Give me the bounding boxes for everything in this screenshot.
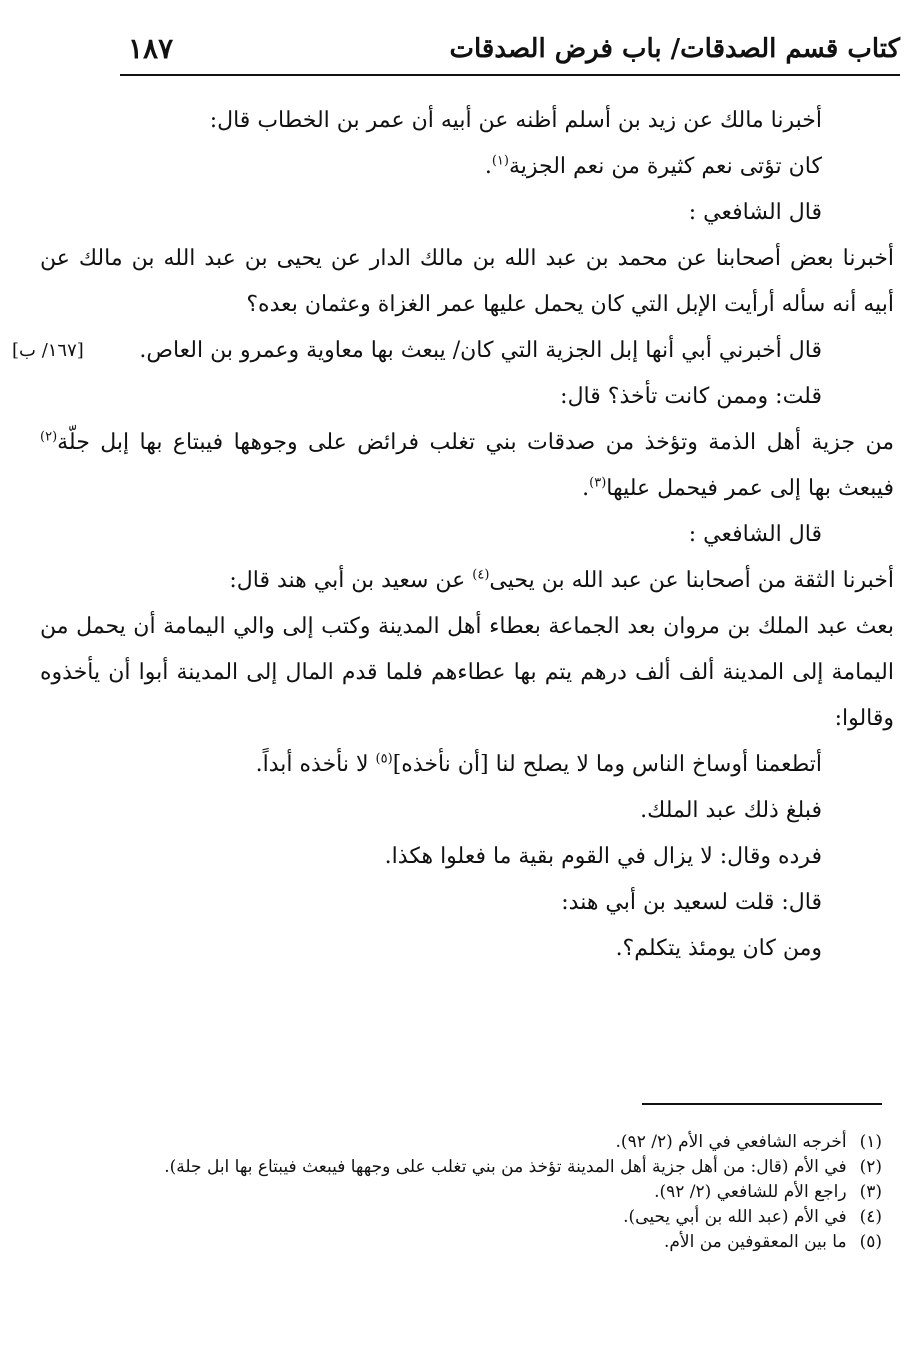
footnote-marker: (٣) — [589, 475, 607, 491]
footnote — [40, 1230, 882, 1255]
footnote-marker: (١) — [491, 153, 509, 169]
paragraph — [40, 880, 822, 926]
paragraph — [40, 558, 894, 604]
footnote-number: (١) — [859, 1132, 882, 1152]
paragraph-text: قال الشافعي : — [688, 200, 822, 225]
paragraph-text: . — [484, 154, 492, 179]
main-text — [12, 98, 894, 972]
paragraph-text: أخبرنا بعض أصحابنا عن محمد بن عبد الله بن مالك الدار عن يحيى بن عبد الله بن مالك عن أبيه أنه سأله أرأيت الإبل التي كان يحمل عليها عمر الغزاة وعثمان بعده؟ — [40, 246, 894, 317]
paragraph-text: من جزية أهل الذمة وتؤخذ من صدقات بني تغلب فرائض على وجوهها فيبتاع بها إبل جلّة — [57, 430, 894, 455]
footnote — [40, 1130, 882, 1155]
footnote-text: أخرجه الشافعي في الأم (٢/ ٩٢). — [615, 1132, 847, 1152]
paragraph-text: لا نأخذه أبداً. — [255, 752, 376, 777]
paragraph-text: فرده وقال: لا يزال في القوم بقية ما فعلوا هكذا. — [384, 844, 822, 869]
footnote — [40, 1155, 882, 1180]
running-header — [120, 30, 900, 76]
paragraph-text: قلت: وممن كانت تأخذ؟ قال: — [560, 384, 822, 409]
manuscript-folio-marker: [١٦٧/ ب] — [12, 340, 84, 361]
footnote-marker: (٥) — [375, 751, 393, 767]
paragraph — [40, 236, 894, 328]
footnote — [40, 1205, 882, 1230]
paragraph — [40, 420, 894, 512]
footnotes — [40, 1130, 882, 1255]
paragraph — [40, 788, 822, 834]
paragraph — [40, 512, 822, 558]
paragraph-text: . — [582, 476, 590, 501]
footnote — [40, 1180, 882, 1205]
paragraph-text: عن سعيد بن أبي هند قال: — [229, 568, 473, 593]
paragraph — [40, 98, 822, 144]
paragraph — [40, 742, 822, 788]
footnote-separator — [642, 1103, 882, 1105]
paragraph-text: فيبعث بها إلى عمر فيحمل عليها — [606, 476, 894, 501]
footnote-marker: (٢) — [40, 429, 58, 445]
page-number: ١٨٧ — [128, 32, 174, 65]
footnote-text: ما بين المعقوفين من الأم. — [663, 1232, 847, 1252]
footnote-number: (٣) — [859, 1182, 882, 1202]
paragraph-text: قال أخبرني أبي أنها إبل الجزية التي كان/ يبعث بها معاوية وعمرو بن العاص. — [139, 338, 822, 363]
footnote-number: (٢) — [859, 1157, 882, 1177]
paragraph — [40, 374, 822, 420]
footnote-number: (٤) — [859, 1207, 882, 1227]
paragraph-text: قال: قلت لسعيد بن أبي هند: — [561, 890, 822, 915]
footnote-text: راجع الأم للشافعي (٢/ ٩٢). — [654, 1182, 847, 1202]
footnote-text: في الأم (قال: من أهل جزية أهل المدينة تؤخذ من بني تغلب على وجهها فيبعث فيبتاع بها ابل جلة). — [164, 1157, 847, 1177]
footnote-number: (٥) — [859, 1232, 882, 1252]
paragraph-text: أخبرنا مالك عن زيد بن أسلم أظنه عن أبيه أن عمر بن الخطاب قال: — [209, 108, 822, 133]
paragraph — [40, 834, 822, 880]
paragraph — [12, 328, 822, 374]
paragraph — [40, 604, 894, 742]
paragraph-text: قال الشافعي : — [688, 522, 822, 547]
chapter-title: كتاب قسم الصدقات/ باب فرض الصدقات — [449, 34, 900, 64]
footnote-text: في الأم (عبد الله بن أبي يحيى). — [623, 1207, 847, 1227]
paragraph-text: أتطعمنا أوساخ الناس وما لا يصلح لنا [أن نأخذه] — [392, 752, 822, 777]
paragraph-text: فبلغ ذلك عبد الملك. — [640, 798, 822, 823]
paragraph — [40, 926, 822, 972]
paragraph-text: ومن كان يومئذ يتكلم؟. — [615, 936, 822, 961]
paragraph-text: كان تؤتى نعم كثيرة من نعم الجزية — [508, 154, 822, 179]
paragraph-text: بعث عبد الملك بن مروان بعد الجماعة بعطاء أهل المدينة وكتب إلى والي اليمامة أن يحمل من اليمامة إلى المدينة ألف ألف درهم يتم بها عطاءهم فلما قدم المال إلى المدينة أبوا أن يأخذوه وقالوا: — [40, 614, 894, 731]
paragraph — [40, 190, 822, 236]
paragraph — [40, 144, 822, 190]
footnote-marker: (٤) — [472, 567, 490, 583]
paragraph-text: أخبرنا الثقة من أصحابنا عن عبد الله بن يحيى — [489, 568, 894, 593]
